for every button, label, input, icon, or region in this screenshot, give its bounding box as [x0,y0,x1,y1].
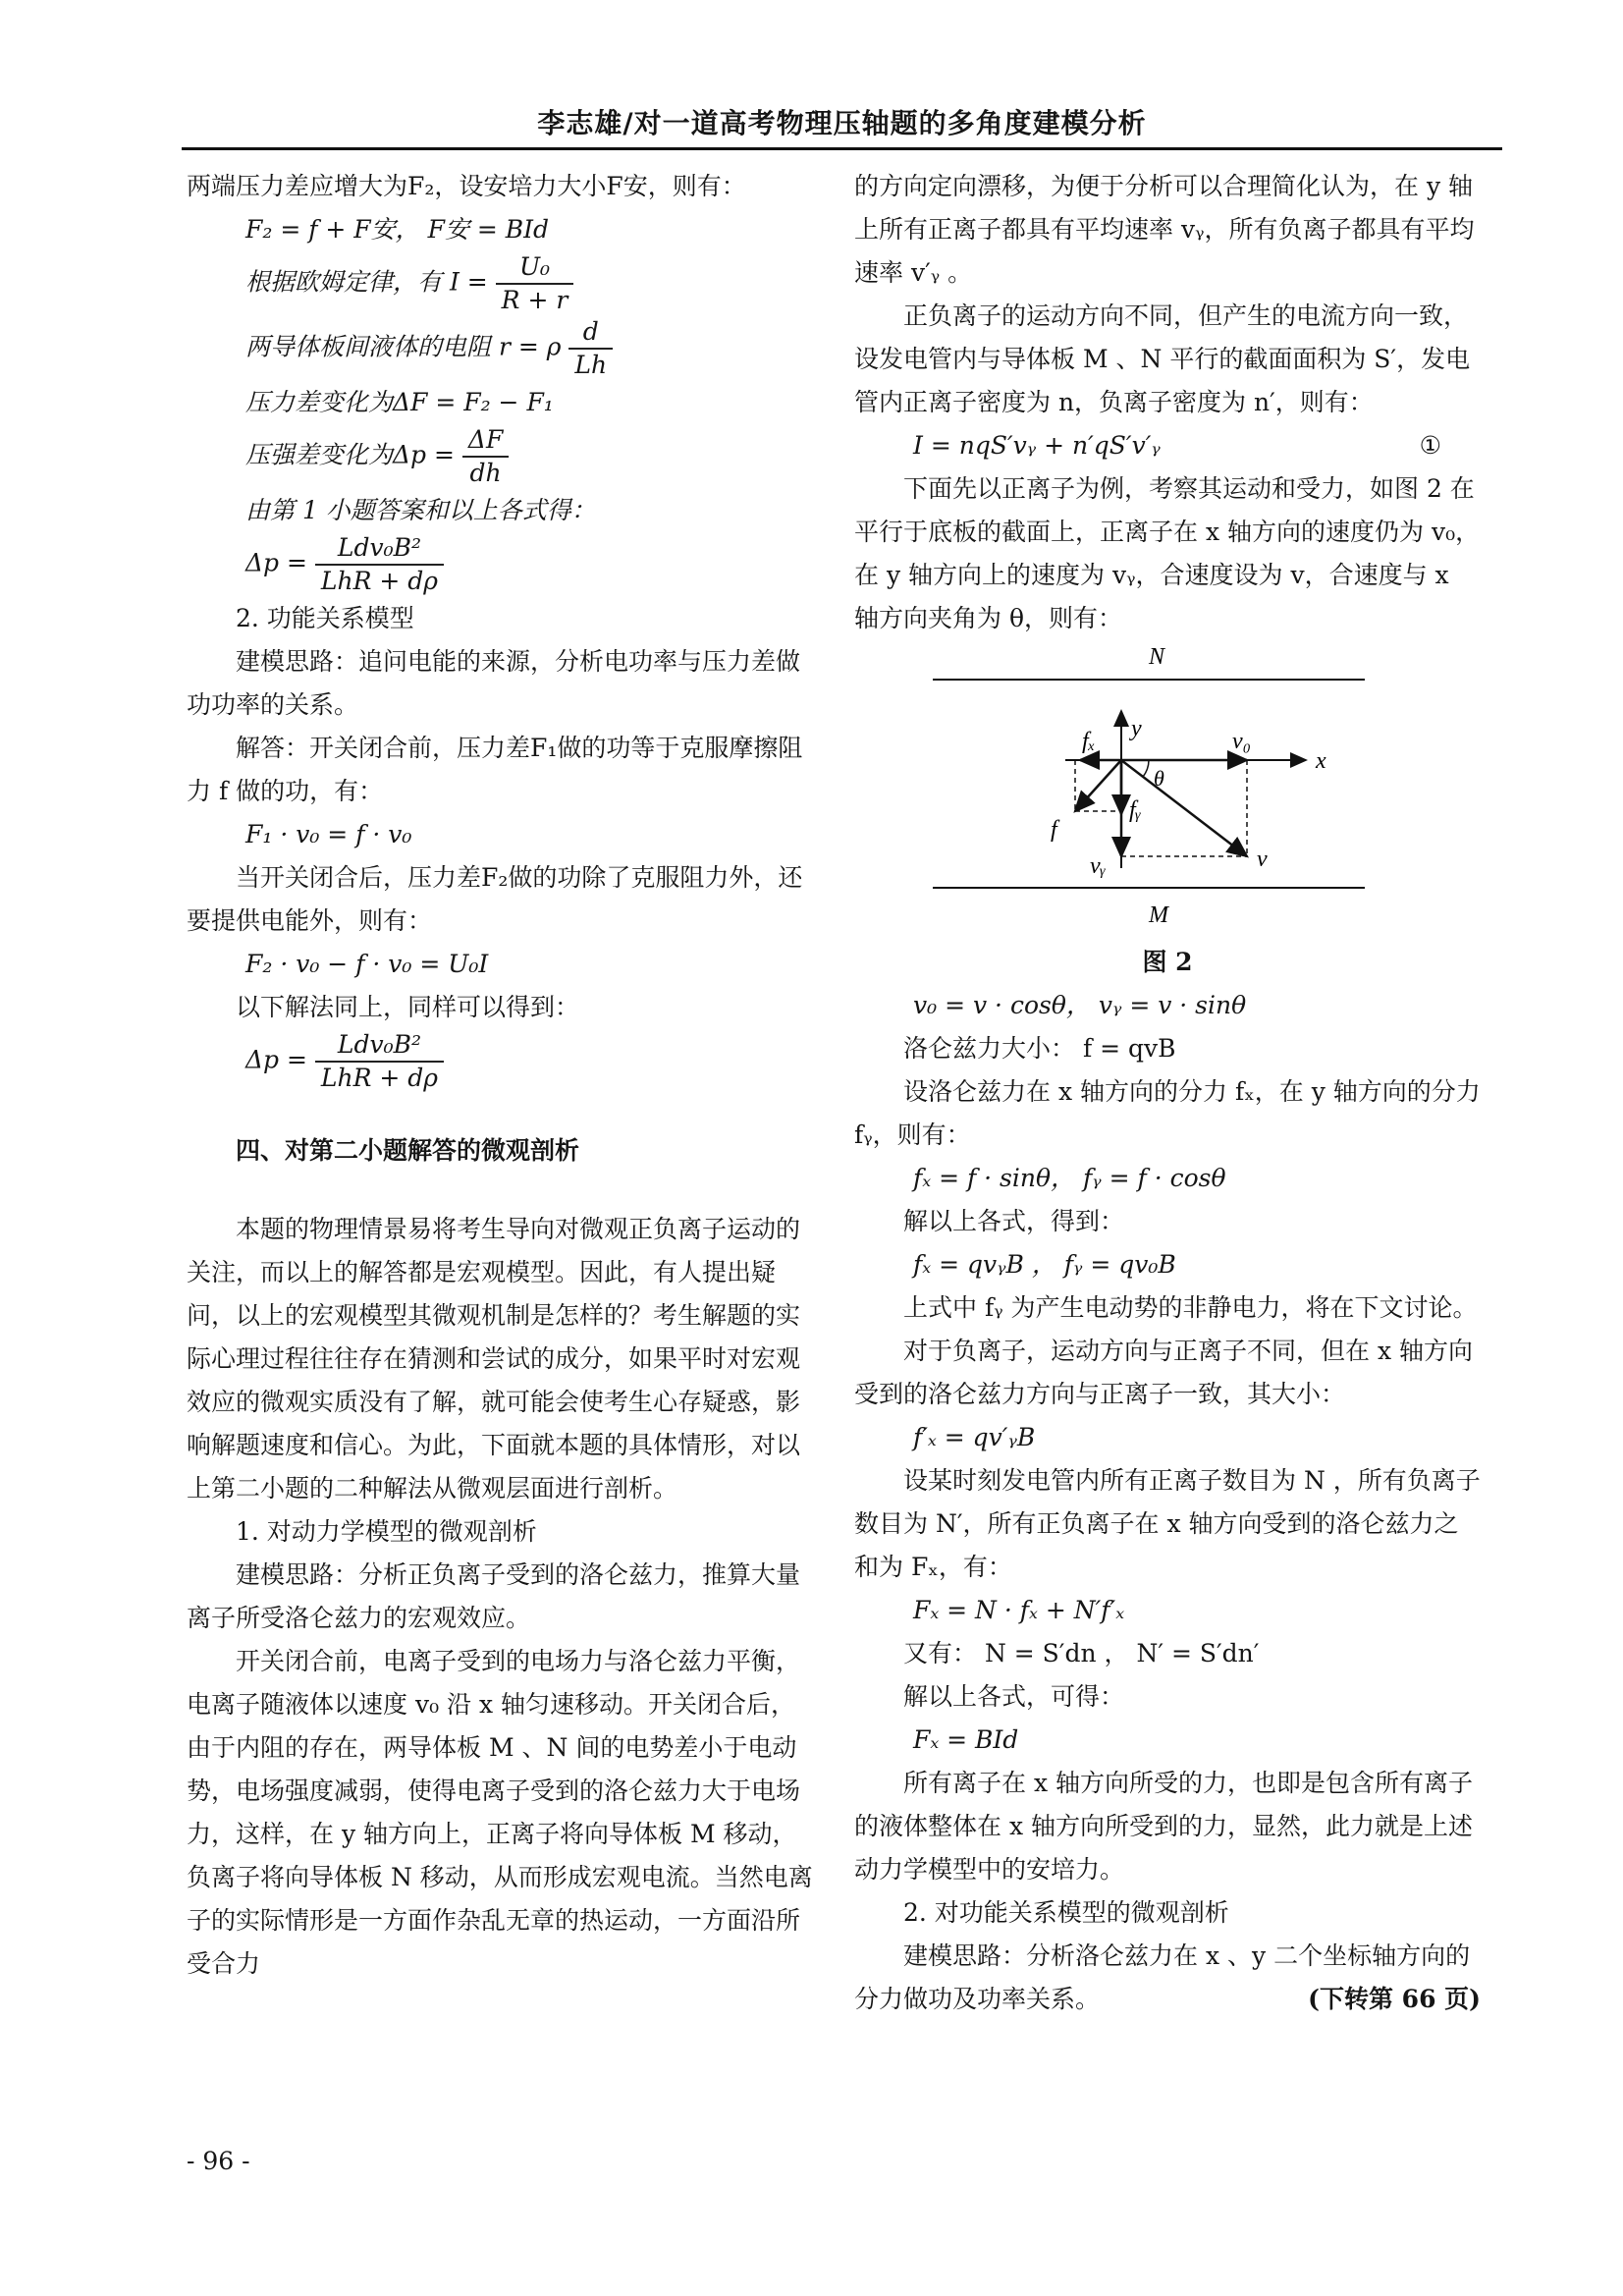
denominator: LhR + dρ [320,567,438,595]
paragraph-last [854,1935,1481,2021]
label-x: x [1316,748,1326,774]
equation: fₓ = f · sinθ， fᵧ = f · cosθ [913,1164,1226,1192]
label-plate-n: N [1149,644,1165,670]
paragraph: 下面先以正离子为例，考察其运动和受力，如图 2 在平行于底板的截面上，正离子在 x 轴方向的速度仍为 v₀，在 y 轴方向上的速度为 vᵧ，合速度设为 v，合速度与 x 轴方向夹角为 θ，则有： [854,474,1481,632]
continued-note: (下转第 66 页) [1308,1985,1481,2013]
equation-number: ① [1419,431,1441,460]
paragraph: 本题的物理情景易将考生导向对微观正负离子运动的关注，而以上的解答都是宏观模型。因此，有人提出疑问，以上的宏观模型其微观机制是怎样的？考生解题的实际心理过程往往存在猜测和尝试的成分，如果平时对宏观效应的微观实质没有了解，就可能会使考生心存疑惑，影响解题速度和信心。为此，下面就本题的具体情形，对以上第二小题的二种解法从微观层面进行剖析。 [187,1215,801,1503]
running-header: 李志雄/对一道高考物理压轴题的多角度建模分析 [537,107,1147,139]
denominator: R + r [501,286,568,314]
paragraph: 两端压力差应增大为F₂，设安培力大小F安，则有： [187,172,746,200]
equation: F₁ · v₀ = f · v₀ [245,820,412,848]
equation: Fₓ = N · fₓ + N′f′ₓ [913,1596,1125,1624]
right-column [854,165,1481,2021]
left-column [187,165,813,1986]
paragraph: 上式中 fᵧ 为产生电动势的非静电力，将在下文讨论。 [903,1293,1478,1322]
figure-caption: 图 2 [1142,948,1193,976]
fraction [462,424,509,489]
paragraph: 建模思路：分析正负离子受到的洛仑兹力，推算大量离子所受洛仑兹力的宏观效应。 [187,1560,801,1632]
paragraph: 所有离子在 x 轴方向所受的力，也即是包含所有离子的液体整体在 x 轴方向所受到的力，显然，此力就是上述动力学模型中的安培力。 [854,1769,1473,1884]
label-f: f [1051,817,1057,843]
denominator: Lh [574,351,608,379]
paragraph: 解以上各式，可得： [903,1682,1125,1711]
fraction [568,316,613,381]
paragraph: 以下解法同上，同样可以得到： [236,993,580,1021]
numerator: ΔF [462,424,509,458]
numerator: U₀ [496,251,574,285]
label-theta: θ [1154,766,1164,791]
label-plate-m: M [1149,902,1168,928]
denominator: dh [469,459,502,487]
equation-pressure [187,424,813,489]
paragraph: 正负离子的运动方向不同，但产生的电流方向一致，设发电管内与导体板 M 、N 平行的截面面积为 S′，发电管内正离子密度为 n，负离子密度为 n′，则有： [854,301,1471,416]
equation-text: I = nqS′vᵧ + n′qS′v′ᵧ [913,431,1161,460]
equation-label: Δp = [245,548,307,577]
equation: Fₓ = BId [913,1725,1019,1754]
numerator: Ldv₀B² [315,1029,444,1063]
subsection-heading: 2. 功能关系模型 [236,604,414,632]
equation: 压力差变化为ΔF = F₂ − F₁ [245,388,554,416]
label-fy: fᵧ [1129,797,1142,823]
denominator: LhR + dρ [320,1064,438,1092]
equation-result [187,1029,813,1094]
equation-resistance [187,316,813,381]
fraction [315,532,444,597]
paragraph: 的方向定向漂移，为便于分析可以合理简化认为，在 y 轴上所有正离子都具有平均速率 vᵧ，所有负离子都具有平均速率 v′ᵧ 。 [854,172,1475,287]
paragraph: 对于负离子，运动方向与正离子不同，但在 x 轴方向受到的洛仑兹力方向与正离子一致，其大小： [854,1337,1473,1408]
paragraph: 洛仑兹力大小： f = qvB [903,1034,1176,1063]
equation-ohm [187,251,813,316]
equation: F₂ · v₀ − f · v₀ = U₀I [245,950,489,978]
paragraph: 开关闭合前，电离子受到的电场力与洛仑兹力平衡，电离子随液体以速度 v₀ 沿 x 轴匀速移动。开关闭合后，由于内阻的存在，两导体板 M 、N 间的电势差小于电动势，电场强度减弱，使得电离子受到的洛仑兹力大于电场力，这样，在 y 轴方向上，正离子将向导体板 M 移动，负离子将向导体板 N 移动，从而形成宏观电流。当然电离子的实际情形是一方面作杂乱无章的热运动，一方面沿所受合力 [187,1647,813,1978]
numerator: d [568,316,613,350]
equation: F₂ = f + F安， F安 = BId [245,215,550,244]
fraction [496,251,574,316]
subsection-heading: 1. 对动力学模型的微观剖析 [236,1517,537,1546]
equation-label: 根据欧姆定律，有 I = [245,267,488,297]
equation: fₓ = qvᵧB ， fᵧ = qv₀B [913,1250,1176,1279]
fraction [315,1029,444,1094]
equation-label: Δp = [245,1045,307,1074]
subsection-heading: 2. 对功能关系模型的微观剖析 [903,1898,1229,1927]
paragraph: 设洛仑兹力在 x 轴方向的分力 fₓ，在 y 轴方向的分力 fᵧ，则有： [854,1077,1481,1149]
label-vy: vᵧ [1090,853,1107,879]
label-v: v [1257,847,1268,872]
label-v0: v₀ [1232,729,1251,754]
section-heading: 四、对第二小题解答的微观剖析 [236,1136,580,1165]
paragraph-text: 建模思路：分析洛仑兹力在 x 、y 二个坐标轴方向的分力做功及功率关系。 [854,1941,1471,2013]
paragraph: 由第 1 小题答案和以上各式得： [245,496,596,524]
numerator: Ldv₀B² [315,532,444,566]
theta-arc [1143,760,1149,777]
paragraph: 解答：开关闭合前，压力差F₁做的功等于克服摩擦阻力 f 做的功，有： [187,734,803,805]
f-arrow [1075,760,1121,811]
header-rule [182,147,1502,150]
equation-label: 两导体板间液体的电阻 r = ρ [245,332,562,361]
paragraph: 当开关闭合后，压力差F₂做的功除了克服阻力外，还要提供电能外，则有： [187,863,803,935]
paragraph: 建模思路：追问电能的来源，分析电功率与压力差做功功率的关系。 [187,647,801,719]
equation-current [854,424,1481,467]
equation-label: 压强差变化为Δp = [245,440,455,469]
equation: v₀ = v · cosθ， vᵧ = v · sinθ [913,991,1247,1019]
figure-2 [854,642,1481,937]
paragraph: 解以上各式，得到： [903,1207,1125,1235]
page-number: - 96 - [187,2147,250,2175]
paragraph: 设某时刻发电管内所有正离子数目为 N ，所有负离子数目为 N′，所有正负离子在 x 轴方向受到的洛仑兹力之和为 Fₓ，有： [854,1466,1481,1581]
equation: f′ₓ = qv′ᵧB [913,1423,1036,1451]
label-y: y [1131,716,1142,741]
label-fx: fₓ [1082,729,1096,754]
force-diagram [854,642,1481,937]
paragraph: 又有： N = S′dn ， N′ = S′dn′ [903,1639,1260,1667]
equation-result [187,532,813,597]
